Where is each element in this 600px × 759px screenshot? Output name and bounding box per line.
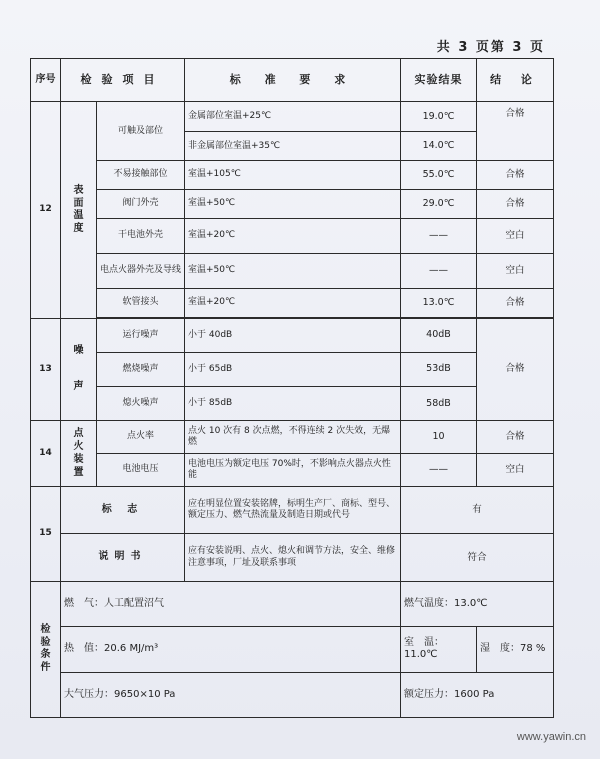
- heat-value: 热 值：20.6 MJ/m³: [61, 627, 401, 672]
- header-result: 实验结果: [401, 59, 477, 102]
- inspection-table: [30, 58, 554, 718]
- sub-item: 干电池外壳: [97, 218, 185, 253]
- conclusion: 空白: [477, 253, 554, 288]
- sub-item: 点火率: [97, 420, 185, 453]
- conclusion: 符合: [401, 534, 554, 581]
- conclusion: 空白: [477, 218, 554, 253]
- table-row: [31, 386, 554, 420]
- page-count: 共 3 页第 3 页: [436, 40, 545, 55]
- seq-15: 15: [31, 486, 61, 581]
- result: ——: [401, 253, 477, 288]
- gas-temperature: 燃气温度：13.0℃: [401, 581, 554, 626]
- conclusion: 合格: [477, 318, 554, 420]
- atmospheric-pressure: 大气压力：9650×10 Pa: [61, 672, 401, 717]
- requirement: 应在明显位置安装铭牌，标明生产厂、商标、型号、额定压力、燃气热流量及制造日期或代号: [185, 486, 401, 533]
- sub-item-manual: 说明书: [61, 534, 185, 581]
- rated-pressure: 额定压力：1600 Pa: [401, 672, 554, 717]
- conclusion: 空白: [477, 453, 554, 486]
- requirement: 室温+50℃: [185, 189, 401, 218]
- result: 10: [401, 420, 477, 453]
- requirement: 室温+105℃: [185, 161, 401, 190]
- sub-item: 可触及部位: [97, 102, 185, 161]
- requirement: 电池电压为额定电压 70%时，不影响点火器点火性能: [185, 453, 401, 486]
- table-row: [31, 318, 554, 352]
- table-row: [31, 288, 554, 317]
- result: 29.0℃: [401, 189, 477, 218]
- header-seq: 序号: [31, 59, 61, 102]
- result: ——: [401, 218, 477, 253]
- conclusion: 有: [401, 486, 554, 533]
- requirement: 室温+20℃: [185, 218, 401, 253]
- table-row: [31, 453, 554, 486]
- result: 40dB: [401, 318, 477, 352]
- requirement: 金属部位室温+25℃: [185, 102, 401, 132]
- header-item: 检验项目: [61, 59, 185, 102]
- conclusion: 合格: [477, 189, 554, 218]
- sub-item: 软管接头: [97, 288, 185, 317]
- conclusion: 合格: [477, 102, 554, 161]
- requirement: 小于 85dB: [185, 386, 401, 420]
- table-row: [31, 534, 554, 581]
- requirement: 室温+50℃: [185, 253, 401, 288]
- conditions-row: [31, 581, 554, 626]
- sub-item: 不易接触部位: [97, 161, 185, 190]
- humidity: 湿 度：78 %: [477, 627, 554, 672]
- result: 55.0℃: [401, 161, 477, 190]
- category-surface-temp: 表 面 温 度: [61, 102, 97, 319]
- table-row: [31, 189, 554, 218]
- sub-item: 运行噪声: [97, 318, 185, 352]
- sub-item: 燃烧噪声: [97, 352, 185, 386]
- table-header-row: [31, 59, 554, 102]
- conditions-label: 检 验 条 件: [31, 581, 61, 717]
- result: ——: [401, 453, 477, 486]
- sub-item: 电池电压: [97, 453, 185, 486]
- gas-type: 燃 气：人工配置沼气: [61, 581, 401, 626]
- table-row: [31, 161, 554, 190]
- sub-item: 熄火噪声: [97, 386, 185, 420]
- requirement: 室温+20℃: [185, 288, 401, 317]
- conditions-row: [31, 672, 554, 717]
- table-row: [31, 486, 554, 533]
- result: 58dB: [401, 386, 477, 420]
- table-row: [31, 253, 554, 288]
- room-temperature: 室 温：11.0℃: [401, 627, 477, 672]
- table-row: [31, 102, 554, 132]
- watermark: www.yawin.cn: [516, 731, 586, 743]
- requirement: 点火 10 次有 8 次点燃，不得连续 2 次失效，无爆燃: [185, 420, 401, 453]
- requirement: 应有安装说明、点火、熄火和调节方法，安全、维修注意事项，厂址及联系事项: [185, 534, 401, 581]
- conclusion: 合格: [477, 161, 554, 190]
- result: 13.0℃: [401, 288, 477, 317]
- sub-item: 阀门外壳: [97, 189, 185, 218]
- seq-12: 12: [31, 102, 61, 319]
- category-noise: 噪 声: [61, 318, 97, 420]
- seq-13: 13: [31, 318, 61, 420]
- requirement: 非金属部位室温+35℃: [185, 132, 401, 161]
- table-row: [31, 218, 554, 253]
- table-row: [31, 352, 554, 386]
- conclusion: 合格: [477, 420, 554, 453]
- result: 53dB: [401, 352, 477, 386]
- result: 19.0℃: [401, 102, 477, 132]
- conditions-row: [31, 627, 554, 672]
- seq-14: 14: [31, 420, 61, 486]
- result: 14.0℃: [401, 132, 477, 161]
- header-conclusion: 结 论: [477, 59, 554, 102]
- category-ignition: 点 火 装 置: [61, 420, 97, 486]
- sub-item-mark: 标 志: [61, 486, 185, 533]
- conclusion: 合格: [477, 288, 554, 317]
- requirement: 小于 40dB: [185, 318, 401, 352]
- requirement: 小于 65dB: [185, 352, 401, 386]
- table-row: [31, 420, 554, 453]
- header-requirement: 标 准 要 求: [185, 59, 401, 102]
- sub-item: 电点火器外壳及导线: [97, 253, 185, 288]
